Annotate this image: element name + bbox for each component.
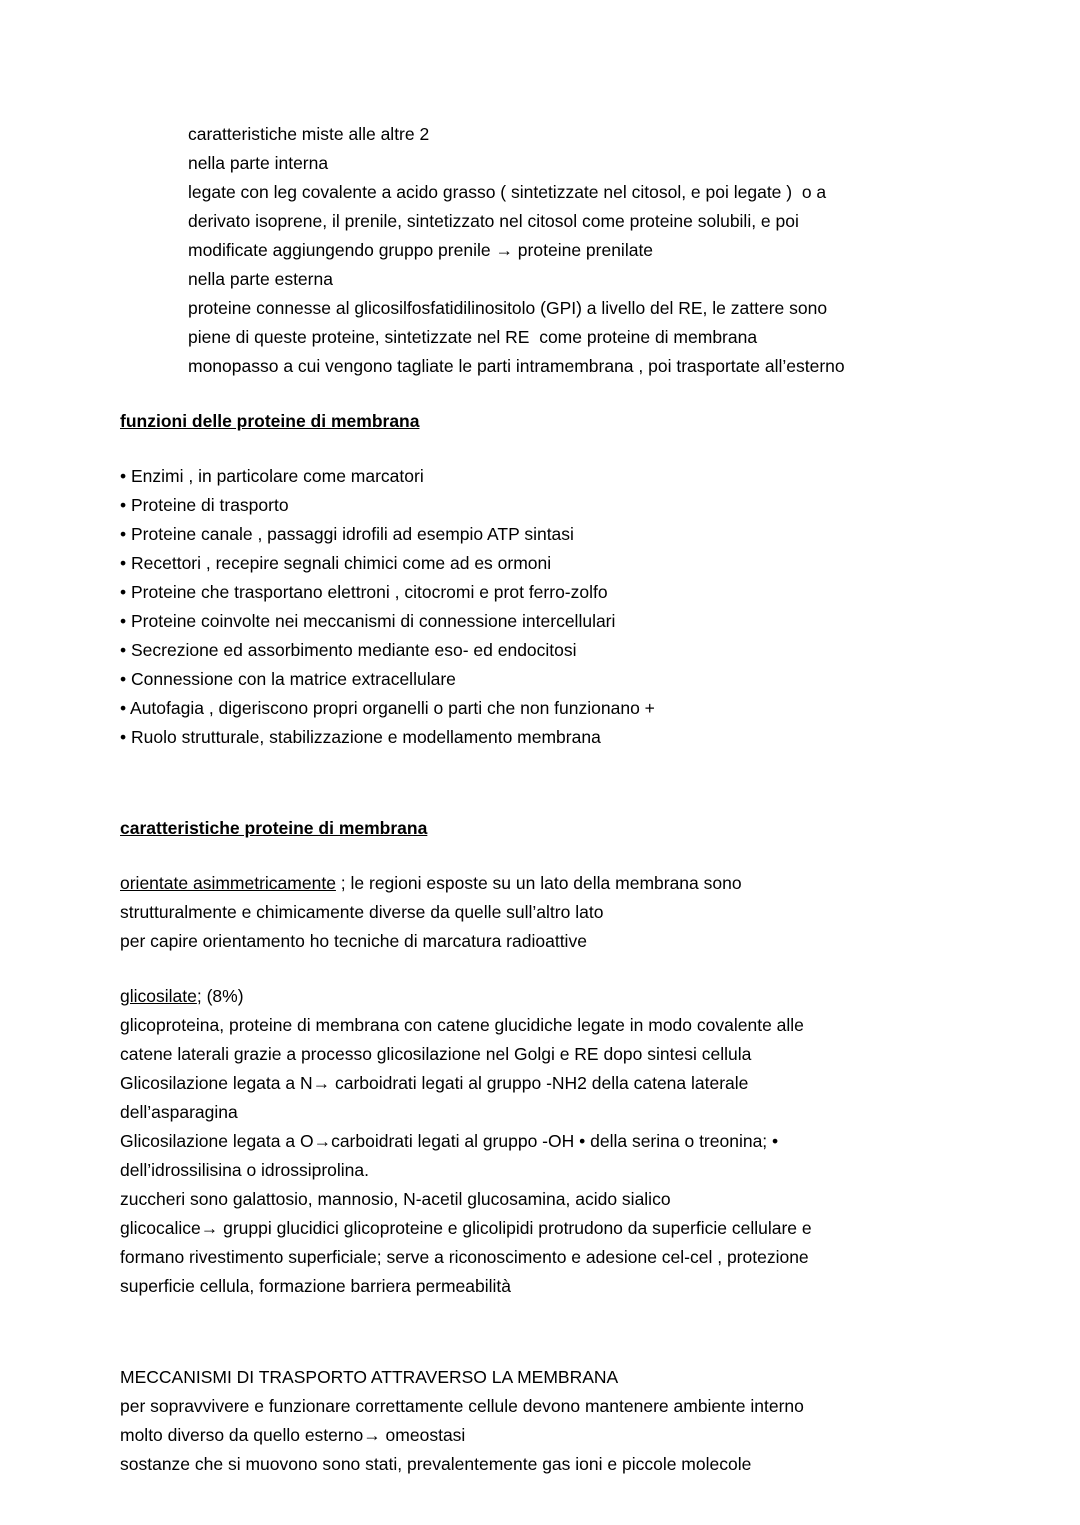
glycosylation-lead-line xyxy=(120,982,960,1011)
spacer xyxy=(120,381,960,407)
glycosylation-lead-rest: ; (8%) xyxy=(196,986,244,1006)
glycosylation-line: zuccheri sono galattosio, mannosio, N-acetil glucosamina, acido sialico xyxy=(120,1189,671,1209)
glycosylation-line: Glicosilazione legata a N→ carboidrati legati al gruppo -NH2 della catena laterale xyxy=(120,1073,749,1093)
orientation-line: strutturalmente e chimicamente diverse da quelle sull’altro lato xyxy=(120,902,604,922)
glycosylation-line: formano rivestimento superficiale; serve a riconoscimento e adesione cel-cel , protezione xyxy=(120,1247,809,1267)
spacer xyxy=(120,436,960,462)
intro-line: nella parte esterna xyxy=(188,269,333,289)
spacer xyxy=(120,752,960,814)
transport-line: molto diverso da quello esterno→ omeostasi xyxy=(120,1425,466,1445)
spacer xyxy=(120,843,960,869)
section-functions-heading: funzioni delle proteine di membrana xyxy=(120,411,420,431)
list-item: • Recettori , recepire segnali chimici come ad es ormoni xyxy=(120,553,552,573)
list-item: • Ruolo strutturale, stabilizzazione e modellamento membrana xyxy=(120,727,601,747)
transport-line: sostanze che si muovono sono stati, prevalentemente gas ioni e piccole molecole xyxy=(120,1454,752,1474)
list-item: • Proteine che trasportano elettroni , citocromi e prot ferro-zolfo xyxy=(120,582,608,602)
glycosylation-term: glicosilate xyxy=(120,986,197,1006)
section-characteristics xyxy=(120,814,960,1301)
list-item: • Enzimi , in particolare come marcatori xyxy=(120,466,424,486)
glycosylation-line: glicocalice→ gruppi glucidici glicoproteine e glicolipidi protrudono da superficie cellulare e xyxy=(120,1218,812,1238)
intro-block xyxy=(188,120,960,381)
intro-line: derivato isoprene, il prenile, sintetizzato nel citosol come proteine solubili, e poi xyxy=(188,211,799,231)
orientation-lead-rest: ; le regioni esposte su un lato della membrana sono xyxy=(335,873,742,893)
intro-line: proteine connesse al glicosilfosfatidilinositolo (GPI) a livello del RE, le zattere sono xyxy=(188,298,828,318)
glycosylation-line: dell’idrossilisina o idrossiprolina. xyxy=(120,1160,369,1180)
section-transport xyxy=(120,1363,960,1479)
glycosylation-line: catene laterali grazie a processo glicosilazione nel Golgi e RE dopo sintesi cellula xyxy=(120,1044,752,1064)
glycosylation-line: Glicosilazione legata a O→carboidrati legati al gruppo -OH • della serina o treonina; • xyxy=(120,1131,779,1151)
orientation-term: orientate asimmetricamente xyxy=(120,873,336,893)
glycosylation-line: dell’asparagina xyxy=(120,1102,238,1122)
section-transport-title: MECCANISMI DI TRASPORTO ATTRAVERSO LA MEMBRANA xyxy=(120,1367,619,1387)
orientation-line: per capire orientamento ho tecniche di marcatura radioattive xyxy=(120,931,587,951)
glycosylation-line: superficie cellula, formazione barriera permeabilità xyxy=(120,1276,512,1296)
glycosylation-line: glicoproteina, proteine di membrana con catene glucidiche legate in modo covalente alle xyxy=(120,1015,804,1035)
list-item: • Proteine canale , passaggi idrofili ad esempio ATP sintasi xyxy=(120,524,574,544)
spacer xyxy=(120,956,960,982)
transport-line: per sopravvivere e funzionare correttamente cellule devono mantenere ambiente interno xyxy=(120,1396,804,1416)
functions-bullet-list xyxy=(120,462,960,752)
orientation-lead-line xyxy=(120,869,960,898)
intro-line: legate con leg covalente a acido grasso ( sintetizzate nel citosol, e poi legate ) o a xyxy=(188,182,827,202)
spacer xyxy=(120,1301,960,1363)
section-characteristics-heading: caratteristiche proteine di membrana xyxy=(120,818,428,838)
intro-line: caratteristiche miste alle altre 2 xyxy=(188,124,430,144)
list-item: • Secrezione ed assorbimento mediante eso- ed endocitosi xyxy=(120,640,577,660)
intro-line: piene di queste proteine, sintetizzate nel RE come proteine di membrana xyxy=(188,327,758,347)
intro-line: monopasso a cui vengono tagliate le parti intramembrana , poi trasportate all’esterno xyxy=(188,356,845,376)
intro-line: nella parte interna xyxy=(188,153,329,173)
list-item: • Autofagia , digeriscono propri organelli o parti che non funzionano + xyxy=(120,698,655,718)
intro-line: modificate aggiungendo gruppo prenile → proteine prenilate xyxy=(188,240,654,260)
section-functions xyxy=(120,407,960,752)
list-item: • Proteine di trasporto xyxy=(120,495,289,515)
list-item: • Proteine coinvolte nei meccanismi di connessione intercellulari xyxy=(120,611,616,631)
list-item: • Connessione con la matrice extracellulare xyxy=(120,669,456,689)
